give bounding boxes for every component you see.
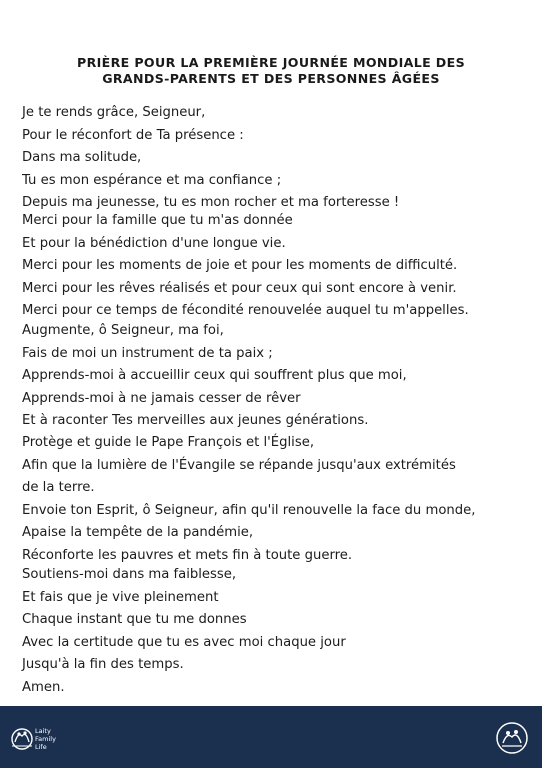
prayer-line: Merci pour les moments de joie et pour les moments de difficulté. [22, 258, 458, 274]
title-line-1: PRIÈRE POUR LA PREMIÈRE JOURNÉE MONDIALE DES [77, 55, 465, 70]
prayer-line: Tu es mon espérance et ma confiance ; [22, 172, 282, 188]
prayer-line: Réconforte les pauvres et mets fin à toute guerre. [22, 547, 353, 563]
stanza-5 [22, 564, 528, 700]
prayer-title [0, 55, 542, 87]
prayer-line: Envoie ton Esprit, ô Seigneur, afin qu'il renouvelle la face du monde, [22, 502, 476, 518]
prayer-line: Augmente, ô Seigneur, ma foi, [22, 323, 224, 338]
stanza-1 [22, 102, 528, 215]
prayer-line: Protège et guide le Pape François et l'Église, [22, 435, 315, 450]
prayer-line: de la terre. [22, 480, 95, 496]
prayer-line: Fais de moi un instrument de ta paix ; [22, 345, 273, 361]
prayer-line: Avec la certitude que tu es avec moi chaque jour [22, 634, 346, 650]
prayer-line: Amen. [22, 679, 65, 695]
prayer-line: Dans ma solitude, [22, 150, 142, 166]
prayer-line: Je te rends grâce, Seigneur, [22, 105, 206, 120]
stanza-2 [22, 210, 528, 323]
prayer-line: Et pour la bénédiction d'une longue vie. [22, 235, 286, 251]
prayer-line: Depuis ma jeunesse, tu es mon rocher et ma forteresse ! [22, 195, 400, 211]
prayer-line: Afin que la lumière de l'Évangile se répande jusqu'aux extrémités [22, 457, 456, 473]
dicastery-emblem-icon [494, 720, 530, 756]
prayer-line: Jusqu'à la fin des temps. [22, 657, 184, 673]
stanza-3 [22, 320, 528, 433]
prayer-line: Merci pour ce temps de fécondité renouvelée auquel tu m'appelles. [22, 303, 469, 319]
prayer-line: Et fais que je vive pleinement [22, 589, 219, 605]
logo-text-line-2: Family [35, 735, 56, 743]
title-line-2: GRANDS-PARENTS ET DES PERSONNES ÂGÉES [102, 71, 440, 86]
prayer-line: Merci pour les rêves réalisés et pour ceux qui sont encore à venir. [22, 280, 457, 296]
footer-bar [0, 706, 542, 768]
prayer-line: Et à raconter Tes merveilles aux jeunes générations. [22, 413, 369, 429]
prayer-line: Apprends-moi à ne jamais cesser de rêver [22, 390, 301, 406]
logo-text-line-1: Laity [35, 727, 51, 735]
prayer-line: Merci pour la famille que tu m'as donnée [22, 213, 293, 228]
prayer-line: Apprends-moi à accueillir ceux qui souffrent plus que moi, [22, 368, 407, 384]
logo-text-line-3: Life [35, 743, 47, 751]
laity-family-life-logo-icon [8, 718, 78, 758]
prayer-line: Soutiens-moi dans ma faiblesse, [22, 567, 237, 582]
prayer-line: Apaise la tempête de la pandémie, [22, 525, 254, 541]
stanza-4 [22, 432, 528, 568]
prayer-line: Pour le réconfort de Ta présence : [22, 127, 244, 143]
prayer-line: Chaque instant que tu me donnes [22, 612, 247, 628]
